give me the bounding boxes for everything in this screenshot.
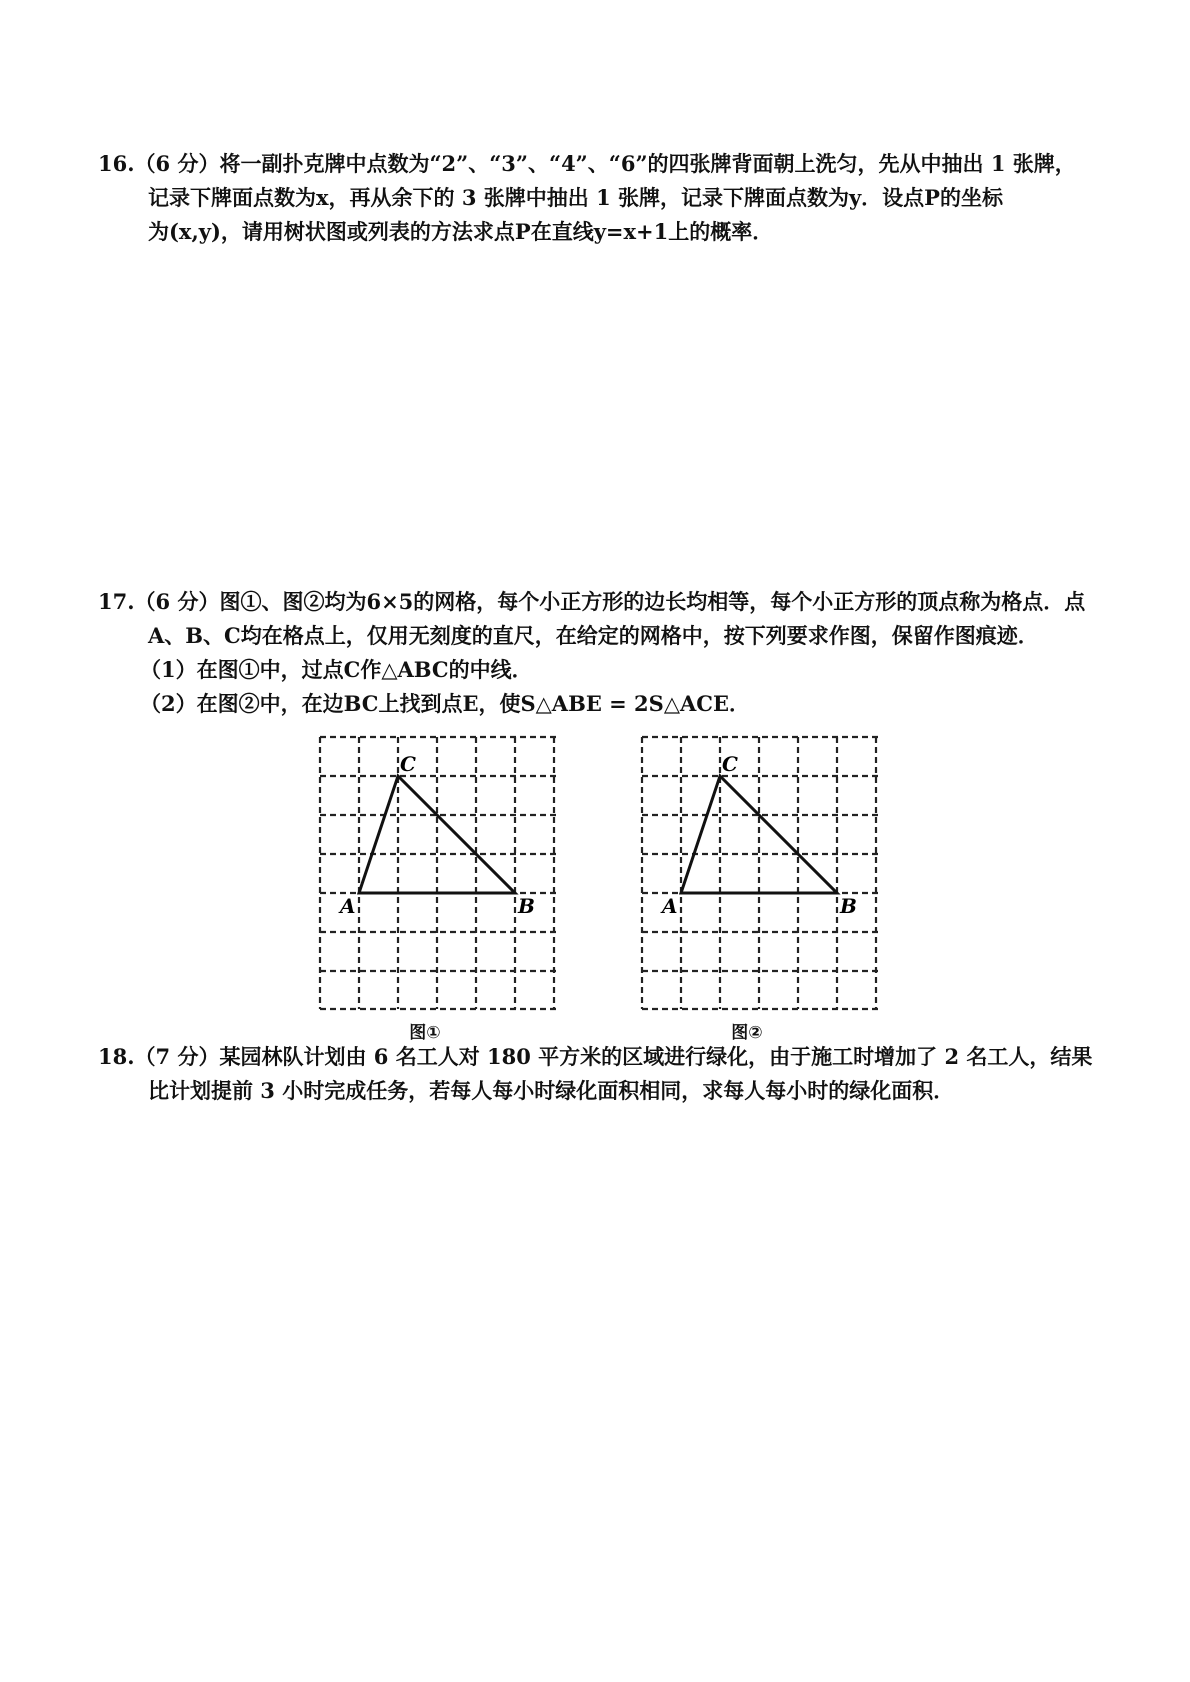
figure-2-grid [640,733,880,1013]
label-a: A [662,894,678,918]
question-16-line-2: 记录下牌面点数为x，再从余下的 3 张牌中抽出 1 张牌，记录下牌面点数为y．设点P的坐标 [148,185,1003,210]
grid-lines [320,737,556,1009]
question-16-line-1: 16.（6 分）将一副扑克牌中点数为“2”、“3”、“4”、“6”的四张牌背面朝上洗匀，先从中抽出 1 张牌， [98,151,1076,176]
question-16-line-3: 为(x,y)，请用树状图或列表的方法求点P在直线y=x+1上的概率． [148,219,774,244]
question-17-part-2: （2）在图②中，在边BC上找到点E，使S△ABE = 2S△ACE． [140,691,750,716]
label-c: C [722,752,738,776]
question-17-line-1: 17.（6 分）图①、图②均为6×5的网格，每个小正方形的边长均相等，每个小正方形的顶点称为格点．点 [98,589,1086,614]
question-18 [98,1040,1118,1108]
question-17 [98,585,1118,721]
grid-lines [642,737,878,1009]
label-a: A [340,894,356,918]
figure-1-caption: 图① [409,1023,441,1043]
question-17-part-1: （1）在图①中，过点C作△ABC的中线． [140,657,533,682]
figure-2-caption: 图② [731,1023,763,1043]
triangle-abc [681,776,837,893]
label-b: B [518,894,535,918]
triangle-abc [359,776,515,893]
question-16 [98,147,1118,249]
question-18-line-2: 比计划提前 3 小时完成任务，若每人每小时绿化面积相同，求每人每小时的绿化面积． [148,1078,955,1103]
label-b: B [840,894,857,918]
label-c: C [400,752,416,776]
question-18-line-1: 18.（7 分）某园林队计划由 6 名工人对 180 平方米的区域进行绿化，由于施工时增加了 2 名工人，结果 [98,1044,1093,1069]
question-17-line-2: A、B、C均在格点上，仅用无刻度的直尺，在给定的网格中，按下列要求作图，保留作图痕迹． [148,623,1039,648]
figure-1-grid [318,733,558,1013]
